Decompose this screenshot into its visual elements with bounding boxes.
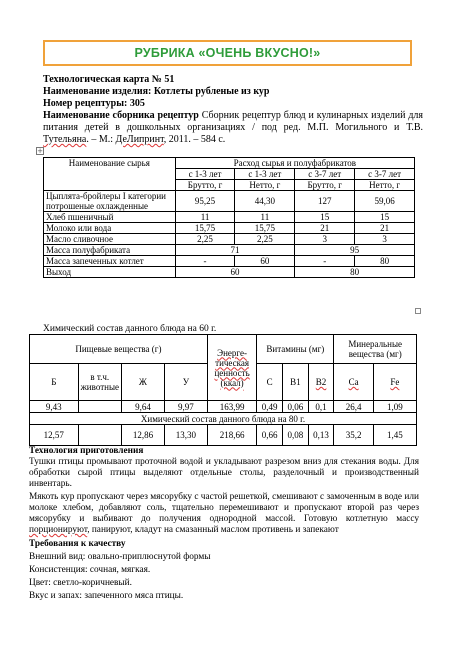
product-name: Наименование изделия: Котлеты рубленые из кур <box>43 86 270 97</box>
table-move-handle-icon[interactable]: + <box>37 147 43 155</box>
cell-value: 71 <box>175 245 295 256</box>
cell-value: 26,4 <box>334 401 373 413</box>
cell-value: 80 <box>295 267 415 278</box>
ingredient-name: Масло сливочное <box>44 234 176 245</box>
cell-value: 15 <box>355 212 415 223</box>
cell-value: 0,1 <box>308 401 334 413</box>
mass-baked-name: Масса запеченных котлет <box>44 256 176 267</box>
sub-header: Б <box>30 364 79 401</box>
cell-value: 11 <box>175 212 235 223</box>
cell-value: 127 <box>295 191 355 212</box>
kind-header: Брутто, г <box>295 180 355 191</box>
cell-value: 9,64 <box>121 401 164 413</box>
cell-value <box>78 425 121 446</box>
energy-header: Энерге-тическая ценность (ккал) <box>207 335 256 401</box>
cell-value: 60 <box>175 267 295 278</box>
sub-header: Ca <box>334 364 373 401</box>
ingredient-name: Цыплята-бройлеры I категории потрошеные охлажденные <box>44 191 176 212</box>
table-row <box>44 212 415 223</box>
cell-value: - <box>295 256 355 267</box>
cell-value: 12,86 <box>121 425 164 446</box>
kind-header: Брутто, г <box>175 180 235 191</box>
kind-header: Нетто, г <box>355 180 415 191</box>
chem-60-caption: Химический состав данного блюда на 60 г. <box>43 324 217 334</box>
sub-header: Fe <box>373 364 416 401</box>
cell-value: 3 <box>295 234 355 245</box>
table-row <box>30 425 417 446</box>
recipe-header <box>43 74 423 146</box>
cell-value: 59,06 <box>355 191 415 212</box>
sub-header: B1 <box>283 364 309 401</box>
cell-value: 15 <box>295 212 355 223</box>
chem-80-caption: Химический состав данного блюда на 80 г. <box>30 413 417 425</box>
tech-title: Технология приготовления <box>29 446 144 456</box>
age-header: с 3-7 лет <box>295 169 355 180</box>
table-row <box>30 401 417 413</box>
cell-value: 2,25 <box>235 234 295 245</box>
minerals-header: Минеральные вещества (мг) <box>334 335 417 364</box>
cell-value: 1,45 <box>373 425 416 446</box>
tech-paragraph-2: Мякоть кур пропускают через мясорубку с частой решеткой, смешивают с замоченным в воде или молоке хлебом, добавляют соль, тщательно перемешивают и пропускают второй раз через мясорубку и выбивают до получения однородной массой. Готовую котлетную массу порционируют, панируют, кладут на смазанный маслом противень и запекают <box>29 492 419 535</box>
age-header: с 1-3 лет <box>175 169 235 180</box>
recipe-body <box>29 446 419 602</box>
cell-value: 11 <box>235 212 295 223</box>
tech-paragraph-1: Тушки птицы промывают проточной водой и укладывают разрезом вниз для стекания воды. Для обработки сырой птицы выделяют отдельные столы, разделочный и производственный инвентарь. <box>29 457 419 489</box>
cell-value: 0,08 <box>283 425 309 446</box>
cell-value: 60 <box>235 256 295 267</box>
sub-header: С <box>257 364 283 401</box>
output-name: Выход <box>44 267 176 278</box>
source-end: , 2011. – 584 с. <box>163 134 226 145</box>
source-reference <box>43 110 423 146</box>
sub-header: У <box>164 364 207 401</box>
quality-color: Цвет: светло-коричневый. <box>29 578 132 588</box>
cell-value: 0,13 <box>308 425 334 446</box>
card-number: Технологическая карта № 51 <box>43 74 175 85</box>
cell-value: 15,75 <box>235 223 295 234</box>
table-row <box>44 234 415 245</box>
mass-semi-name: Масса полуфабриката <box>44 245 176 256</box>
source-author: Тутельяна <box>43 134 87 145</box>
ingredient-name: Хлеб пшеничный <box>44 212 176 223</box>
chemical-composition-table <box>29 334 417 446</box>
cell-value: 80 <box>355 256 415 267</box>
table-row <box>44 256 415 267</box>
table-row <box>44 191 415 212</box>
ingredient-name: Молоко или вода <box>44 223 176 234</box>
ingredients-table <box>43 157 415 278</box>
table-row <box>44 245 415 256</box>
source-label: Наименование сборника рецептур <box>43 110 199 121</box>
cell-value: 95 <box>295 245 415 256</box>
sub-header: в т.ч. животные <box>78 364 121 401</box>
cell-value: 13,30 <box>164 425 207 446</box>
source-publisher: ДеЛипринт <box>115 134 164 145</box>
col-header-consumption: Расход сырья и полуфабрикатов <box>175 158 414 169</box>
vitamins-header: Витамины (мг) <box>257 335 334 364</box>
cell-value: 3 <box>355 234 415 245</box>
kind-header: Нетто, г <box>235 180 295 191</box>
rubric-banner: РУБРИКА «ОЧЕНЬ ВКУСНО!» <box>43 40 412 66</box>
cell-value: 12,57 <box>30 425 79 446</box>
cell-value: - <box>175 256 235 267</box>
cell-value: 44,30 <box>235 191 295 212</box>
table-resize-handle[interactable] <box>415 308 421 314</box>
cell-value: 218,66 <box>207 425 256 446</box>
cell-value: 0,06 <box>283 401 309 413</box>
age-header: с 1-3 лет <box>235 169 295 180</box>
cell-value: 95,25 <box>175 191 235 212</box>
quality-taste: Вкус и запах: запеченного мяса птицы. <box>29 591 184 601</box>
table-row <box>44 267 415 278</box>
cell-value: 2,25 <box>175 234 235 245</box>
cell-value: 163,99 <box>207 401 256 413</box>
cell-value: 9,97 <box>164 401 207 413</box>
cell-value: 9,43 <box>30 401 79 413</box>
cell-value: 0,66 <box>257 425 283 446</box>
recipe-number: Номер рецептуры: 305 <box>43 98 145 109</box>
quality-title: Требования к качеству <box>29 539 126 549</box>
source-text: Сборник рецептур блюд и кулинарных изделий для питания детей в дошкольных организациях / под ред. М.П. Могильного и Т.В. <box>43 110 424 133</box>
cell-value: 15,75 <box>175 223 235 234</box>
col-header-name: Наименование сырья <box>44 158 176 191</box>
source-tail: . – М.: <box>86 134 116 145</box>
quality-consistency: Консистенция: сочная, мягкая. <box>29 565 151 575</box>
nutrients-header: Пищевые вещества (г) <box>30 335 208 364</box>
table-row <box>44 223 415 234</box>
quality-appearance: Внешний вид: овально-приплюснутой формы <box>29 552 211 562</box>
sub-header: Ж <box>121 364 164 401</box>
cell-value: 21 <box>295 223 355 234</box>
sub-header: B2 <box>308 364 334 401</box>
cell-value: 21 <box>355 223 415 234</box>
age-header: с 3-7 лет <box>355 169 415 180</box>
cell-value: 1,09 <box>373 401 416 413</box>
cell-value: 0,49 <box>257 401 283 413</box>
cell-value <box>78 401 121 413</box>
cell-value: 35,2 <box>334 425 373 446</box>
